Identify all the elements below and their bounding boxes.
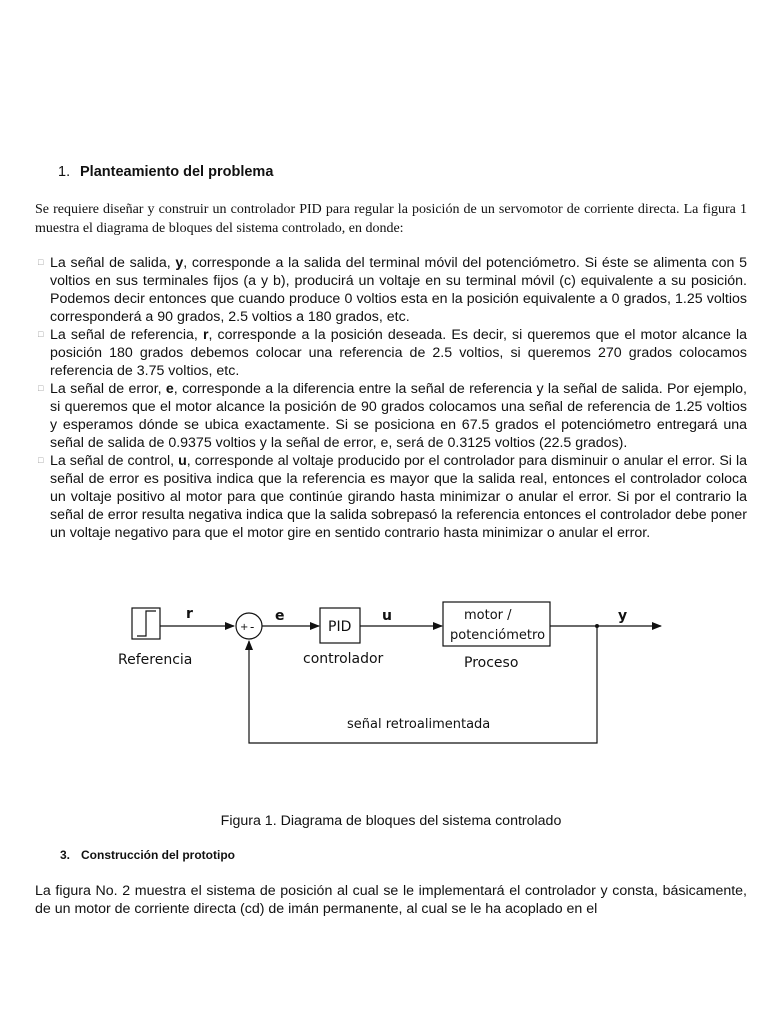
- section-title: Construcción del prototipo: [81, 848, 235, 862]
- bullet-marker: □: [38, 329, 44, 339]
- signal-definitions-list: [38, 254, 747, 542]
- figure-caption: Figura 1. Diagrama de bloques del sistema controlado: [220, 813, 562, 829]
- section-number: 3.: [60, 848, 71, 862]
- motor-label-line1: motor /: [464, 608, 512, 623]
- pid-block-label: PID: [328, 619, 352, 635]
- list-item: [38, 326, 747, 380]
- bullet-text: , corresponde a la posición deseada. Es decir, si queremos que el motor alcance la posición 180 grados debemos colocar una referencia de 2.5 voltios, si queremos 270 grados colocamos referencia de 3.75 voltios, etc.: [50, 327, 747, 379]
- bullet-text: , corresponde a la salida del terminal móvil del potenciómetro. Si éste se alimenta con 5 voltios en sus terminales fijos (a y b), producirá un voltaje en su terminal móvil (c) equivalente a su posición. Podemos decir entonces que cuando produce 0 voltios esta en la posición equivalente a 0 grados, 1.25 voltios corresponderá a 90 grados, 2.5 voltios a 180 grados, etc.: [50, 255, 747, 325]
- section-heading-1: [58, 164, 273, 180]
- feedback-label: señal retroalimentada: [347, 717, 491, 732]
- list-item: [38, 452, 747, 542]
- block-diagram: [100, 596, 670, 748]
- bullet-marker: □: [38, 257, 44, 267]
- motor-label-line2: potenciómetro: [450, 628, 546, 643]
- list-item: [38, 254, 747, 326]
- signal-r-label: r: [186, 606, 193, 622]
- summing-junction: [236, 613, 262, 639]
- section-title: Planteamiento del problema: [80, 164, 274, 180]
- minus-sign: -: [250, 620, 255, 634]
- bullet-marker: □: [38, 383, 44, 393]
- proceso-label: Proceso: [464, 655, 519, 671]
- bullet-text: , corresponde a la diferencia entre la señal de referencia y la señal de salida. Por ejemplo, si queremos que el motor alcance la posición de 90 grados colocamos una señal de referencia de 1.25 voltios y esperamos dónde se ubica exactamente. Si se posiciona en 67.5 grados el potenciómetro entregará una señal de salida de 0.9375 voltios y la señal de error, e, será de 0.3125 voltios (22.5 grados).: [50, 381, 748, 451]
- section-number: 1.: [58, 164, 71, 180]
- section-heading-3: [60, 848, 235, 862]
- controlador-label: controlador: [303, 651, 384, 667]
- bullet-text: La señal de control,: [50, 453, 179, 469]
- bullet-symbol: r: [202, 327, 209, 343]
- bullet-symbol: y: [175, 255, 184, 271]
- bullet-text: La señal de salida,: [50, 255, 176, 271]
- intro-paragraph: Se requiere diseñar y construir un controlador PID para regular la posición de un servomotor de corriente directa. La figura 1 muestra el diagrama de bloques del sistema controlado, en donde:: [35, 202, 747, 236]
- bullet-marker: □: [38, 455, 44, 465]
- bullet-symbol: u: [178, 453, 187, 469]
- bullet-text: La señal de referencia,: [50, 327, 203, 343]
- bullet-text: La señal de error,: [50, 381, 166, 397]
- prototype-paragraph: La figura No. 2 muestra el sistema de posición al cual se le implementará el controlador y consta, básicamente, de un motor de corriente directa (cd) de imán permanente, al cual se le ha acoplado en el: [35, 883, 747, 917]
- bullet-text: , corresponde al voltaje producido por el controlador para disminuir o anular el error. Si la señal de error es positiva indica que la referencia es mayor que la salida real, entonces el controlador coloca un voltaje positivo al motor para que continúe girando hasta minimizar o anular el error. Si por el contrario la señal de error resulta negativa indica que la salida sobrepasó la referencia entonces el controlador debe poner un voltaje negativo para que el motor gire en sentido contrario hasta minimizar o anular el error.: [50, 453, 747, 541]
- signal-y-label: y: [618, 608, 628, 624]
- signal-u-label: u: [382, 608, 392, 624]
- signal-e-label: e: [275, 608, 285, 624]
- plus-sign: +: [240, 622, 249, 633]
- reference-source-block: [132, 608, 160, 639]
- list-item: [38, 380, 747, 452]
- referencia-label: Referencia: [118, 652, 193, 668]
- bullet-symbol: e: [165, 381, 174, 397]
